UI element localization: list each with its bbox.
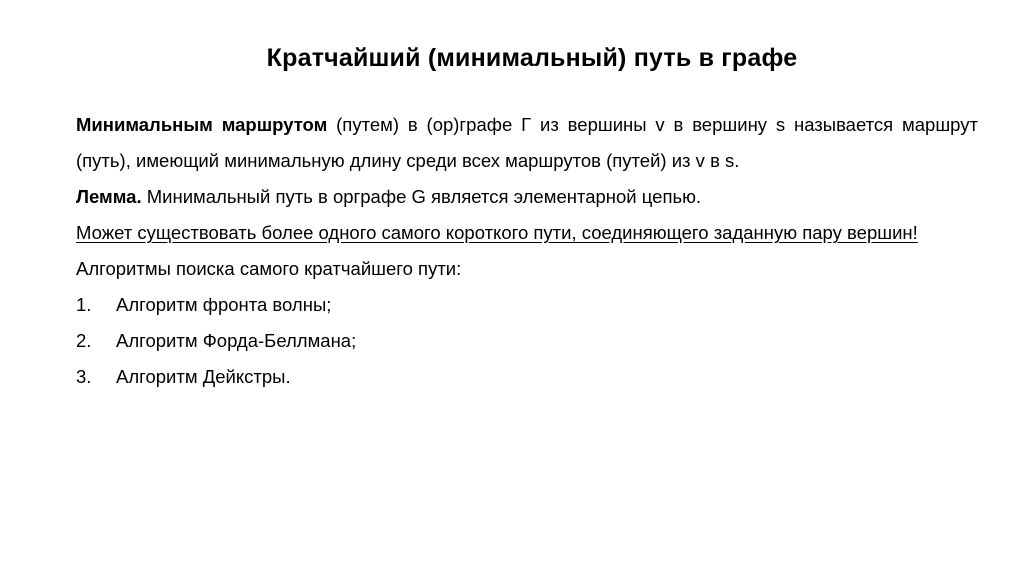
list-item-text: Алгоритм Дейкстры. xyxy=(116,366,291,387)
algorithms-list xyxy=(76,287,978,395)
definition-paragraph xyxy=(76,107,978,179)
lemma-text: Минимальный путь в орграфе G является элементарной цепью. xyxy=(141,186,702,207)
lemma-paragraph xyxy=(76,179,978,215)
definition-text: (путем) в (ор)графе Г из вершины v в вершину s называется маршрут (путь), имеющий минимальную длину среди всех маршрутов (путей) из v в s. xyxy=(76,114,978,171)
list-item xyxy=(76,359,978,395)
algorithms-intro: Алгоритмы поиска самого кратчайшего пути: xyxy=(76,258,462,279)
list-item-number: 2. xyxy=(76,330,92,351)
slide-title: Кратчайший (минимальный) путь в графе xyxy=(266,44,798,72)
slide-content xyxy=(76,107,978,395)
note-paragraph: Может существовать более одного самого короткого пути, соединяющего заданную пару вершин! xyxy=(76,222,918,243)
list-item-number: 3. xyxy=(76,366,92,387)
list-item xyxy=(76,323,978,359)
list-item-text: Алгоритм Форда-Беллмана; xyxy=(116,330,357,351)
lemma-label: Лемма. xyxy=(76,186,142,207)
list-item xyxy=(76,287,978,323)
definition-term: Минимальным маршрутом xyxy=(76,114,328,135)
list-item-number: 1. xyxy=(76,294,92,315)
list-item-text: Алгоритм фронта волны; xyxy=(116,294,332,315)
